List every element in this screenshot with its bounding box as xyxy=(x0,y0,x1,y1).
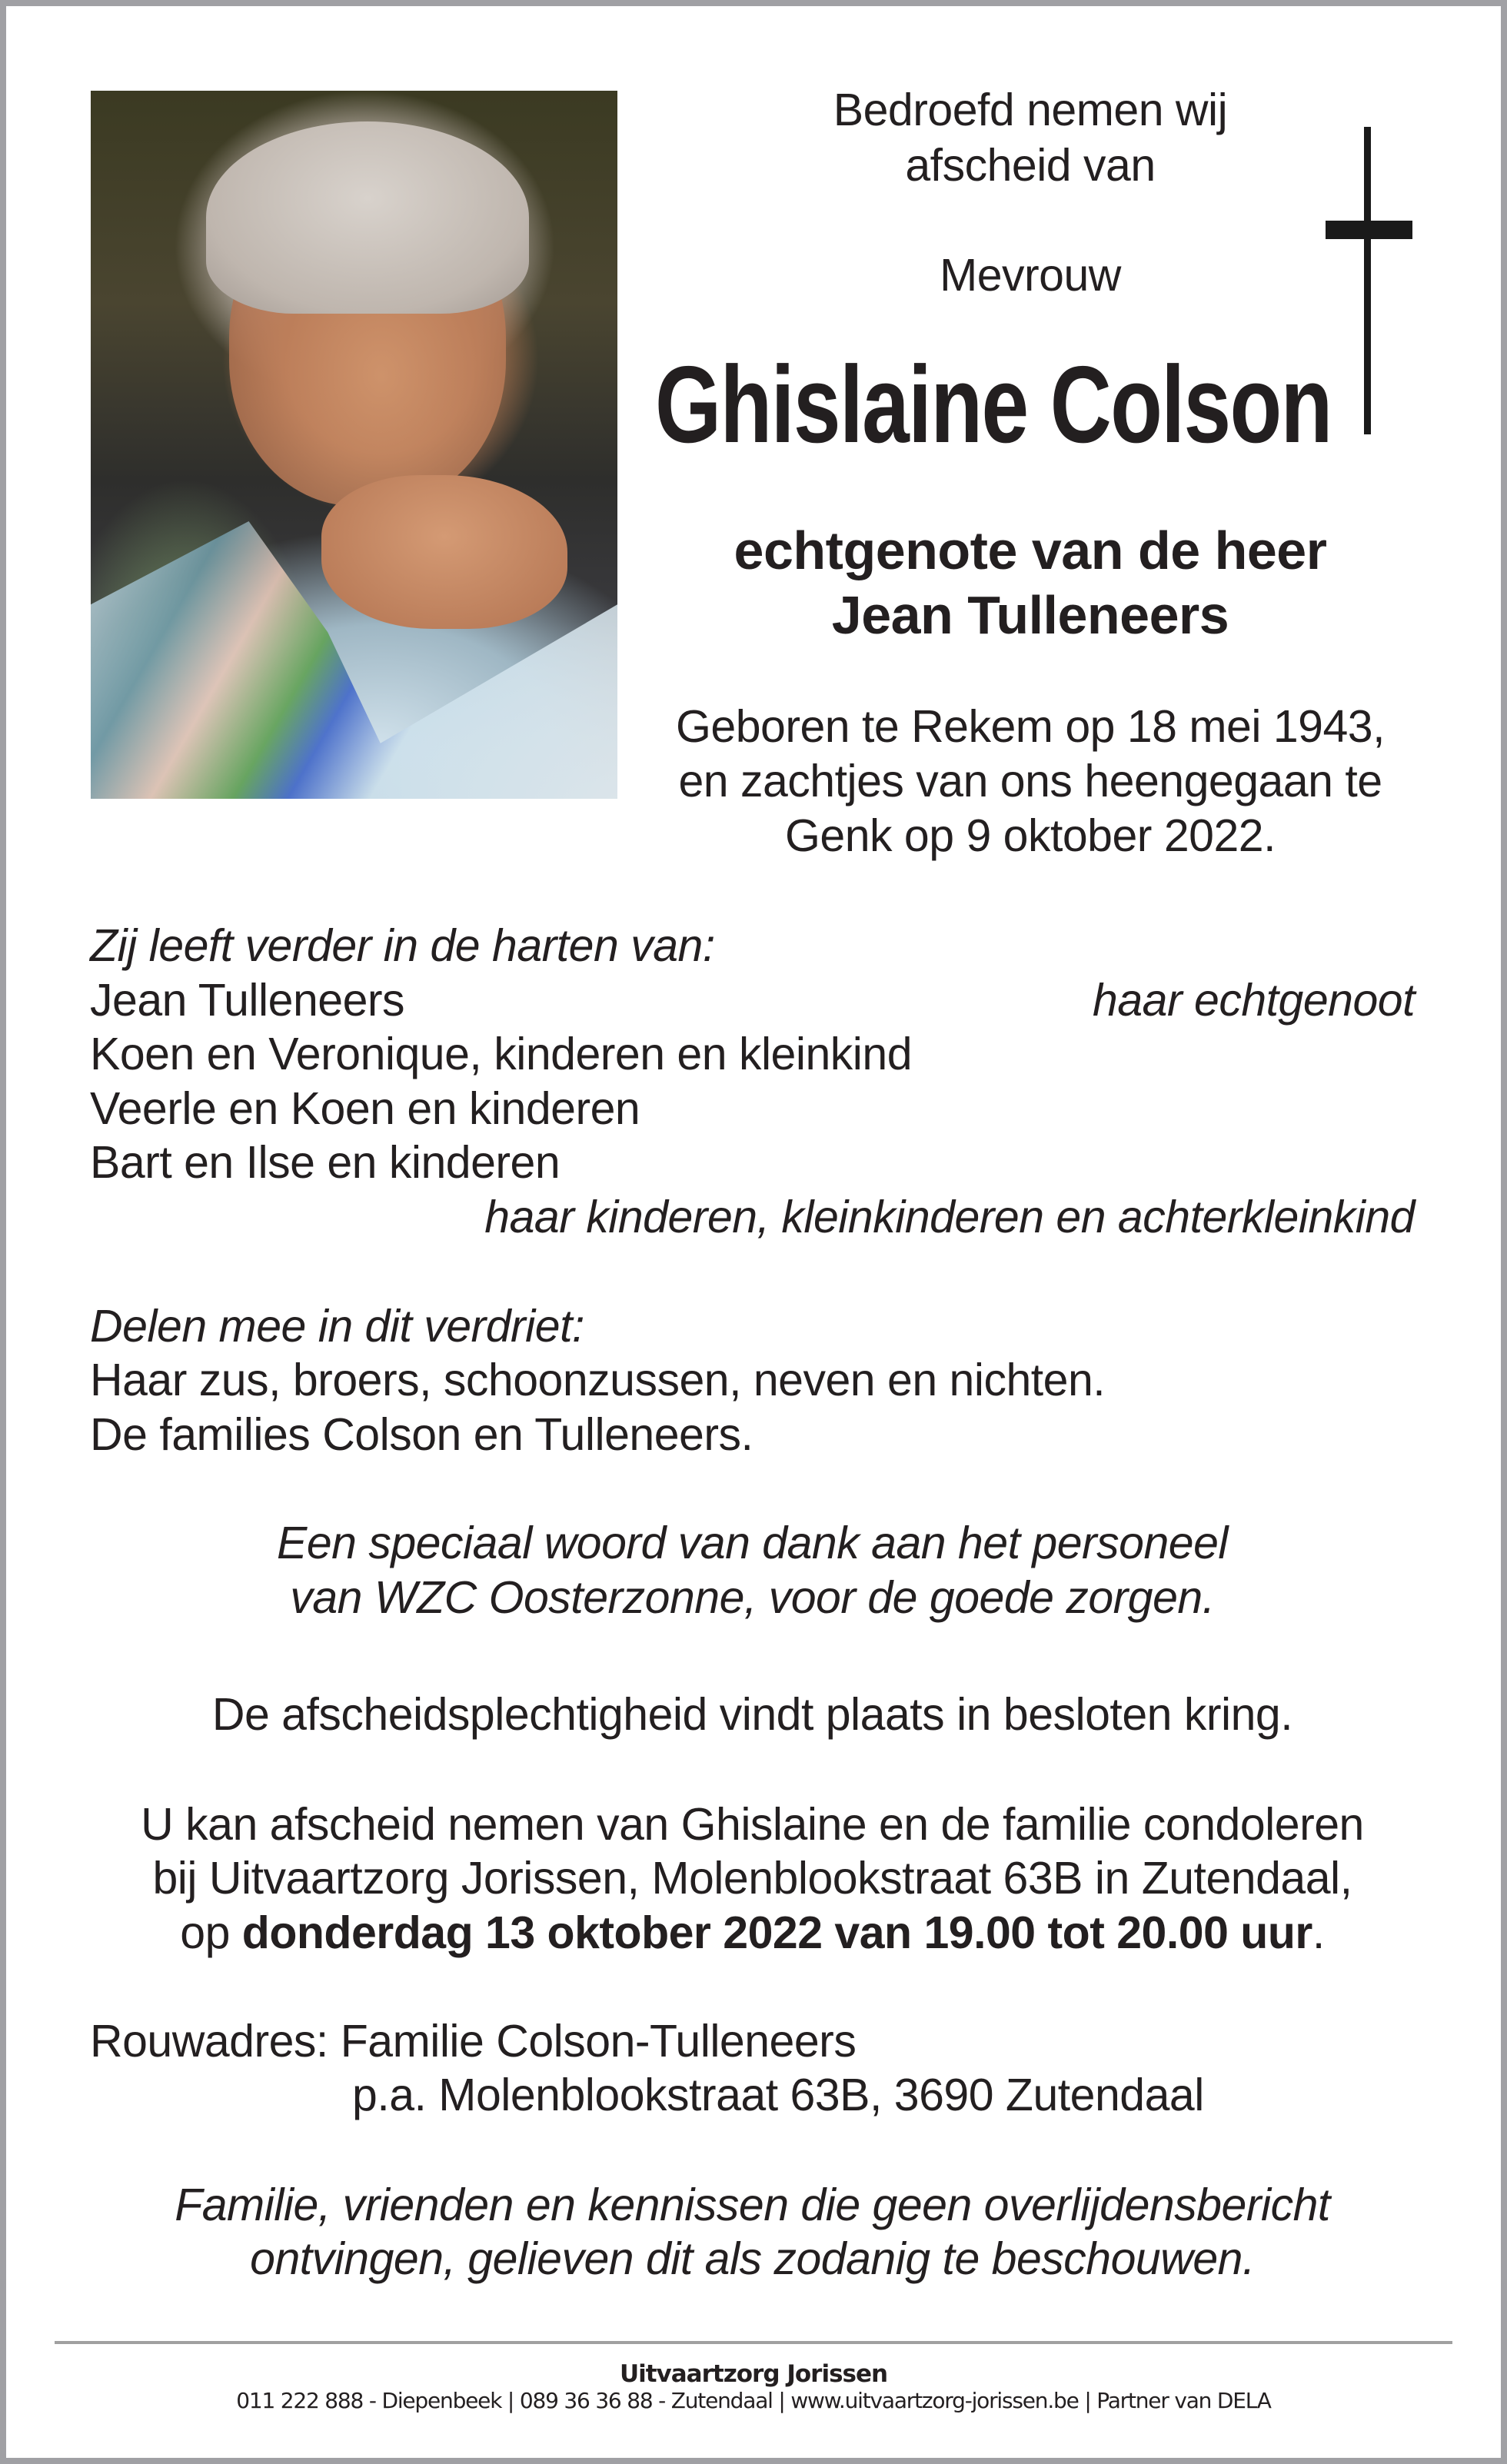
survivor-spouse-role: haar echtgenoot xyxy=(1093,975,1415,1026)
sharing-line-2: De families Colson en Tulleneers. xyxy=(90,1409,754,1460)
thanks-line-2: van WZC Oosterzonne, voor de goede zorgen. xyxy=(290,1572,1215,1623)
sharing-heading: Delen mee in dit verdriet: xyxy=(90,1301,584,1352)
spouse-line-2: Jean Tulleneers xyxy=(831,585,1229,645)
visitation-line-3 xyxy=(90,1906,1415,1960)
visitation-suffix: . xyxy=(1312,1907,1325,1958)
notice-line-2: ontvingen, gelieven dit als zodanig te beschouwen. xyxy=(250,2233,1255,2284)
sharing-line-1: Haar zus, broers, schoonzussen, neven en nichten. xyxy=(90,1355,1106,1405)
survivor-children-1: Koen en Veronique, kinderen en kleinkind xyxy=(90,1029,913,1079)
footer-company-name: Uitvaartzorg Jorissen xyxy=(619,2360,888,2388)
visitation-line-2: bij Uitvaartzorg Jorissen, Molenblookstraat 63B in Zutendaal, xyxy=(152,1853,1352,1904)
survivor-spouse-name: Jean Tulleneers xyxy=(90,975,405,1026)
honorific: Mevrouw xyxy=(940,250,1121,301)
thanks-line-1: Een speciaal woord van dank aan het personeel xyxy=(276,1518,1229,1568)
intro-line-1: Bedroefd nemen wij xyxy=(833,85,1228,135)
portrait-photo xyxy=(91,91,617,799)
survivor-children-3: Bart en Ilse en kinderen xyxy=(90,1137,561,1188)
photo-hair-shape xyxy=(206,121,529,314)
visitation-prefix: op xyxy=(180,1907,242,1958)
photo-hand-shape xyxy=(321,475,567,629)
survivor-children-2: Veerle en Koen en kinderen xyxy=(90,1083,640,1134)
address-label: Rouwadres: Familie Colson-Tulleneers xyxy=(90,2016,857,2067)
address-street: p.a. Molenblookstraat 63B, 3690 Zutendaal xyxy=(352,2070,1204,2120)
survivor-children-role: haar kinderen, kleinkinderen en achterkleinkind xyxy=(484,1192,1415,1242)
deceased-name: Ghislaine Colson xyxy=(655,344,1332,466)
footer-divider xyxy=(55,2341,1452,2344)
life-line-1: Geboren te Rekem op 18 mei 1943, xyxy=(675,701,1385,752)
life-line-3: Genk op 9 oktober 2022. xyxy=(785,810,1276,861)
footer-contact-info: 011 222 888 - Diepenbeek | 089 36 36 88 - Zutendaal | www.uitvaartzorg-jorissen.be | Partner van DELA xyxy=(236,2388,1271,2413)
survivors-heading: Zij leeft verder in de harten van: xyxy=(90,920,715,971)
intro-line-2: afscheid van xyxy=(905,140,1156,191)
cross-horizontal-bar xyxy=(1326,221,1412,239)
spouse-line-1: echtgenote van de heer xyxy=(734,520,1327,580)
visitation-line-1: U kan afscheid nemen van Ghislaine en de familie condoleren xyxy=(141,1799,1364,1850)
life-line-2: en zachtjes van ons heengegaan te xyxy=(678,756,1382,806)
ceremony-text: De afscheidsplechtigheid vindt plaats in besloten kring. xyxy=(211,1689,1293,1740)
notice-line-1: Familie, vrienden en kennissen die geen overlijdensbericht xyxy=(175,2180,1330,2230)
visitation-datetime: donderdag 13 oktober 2022 van 19.00 tot 20.00 uur xyxy=(241,1907,1312,1958)
